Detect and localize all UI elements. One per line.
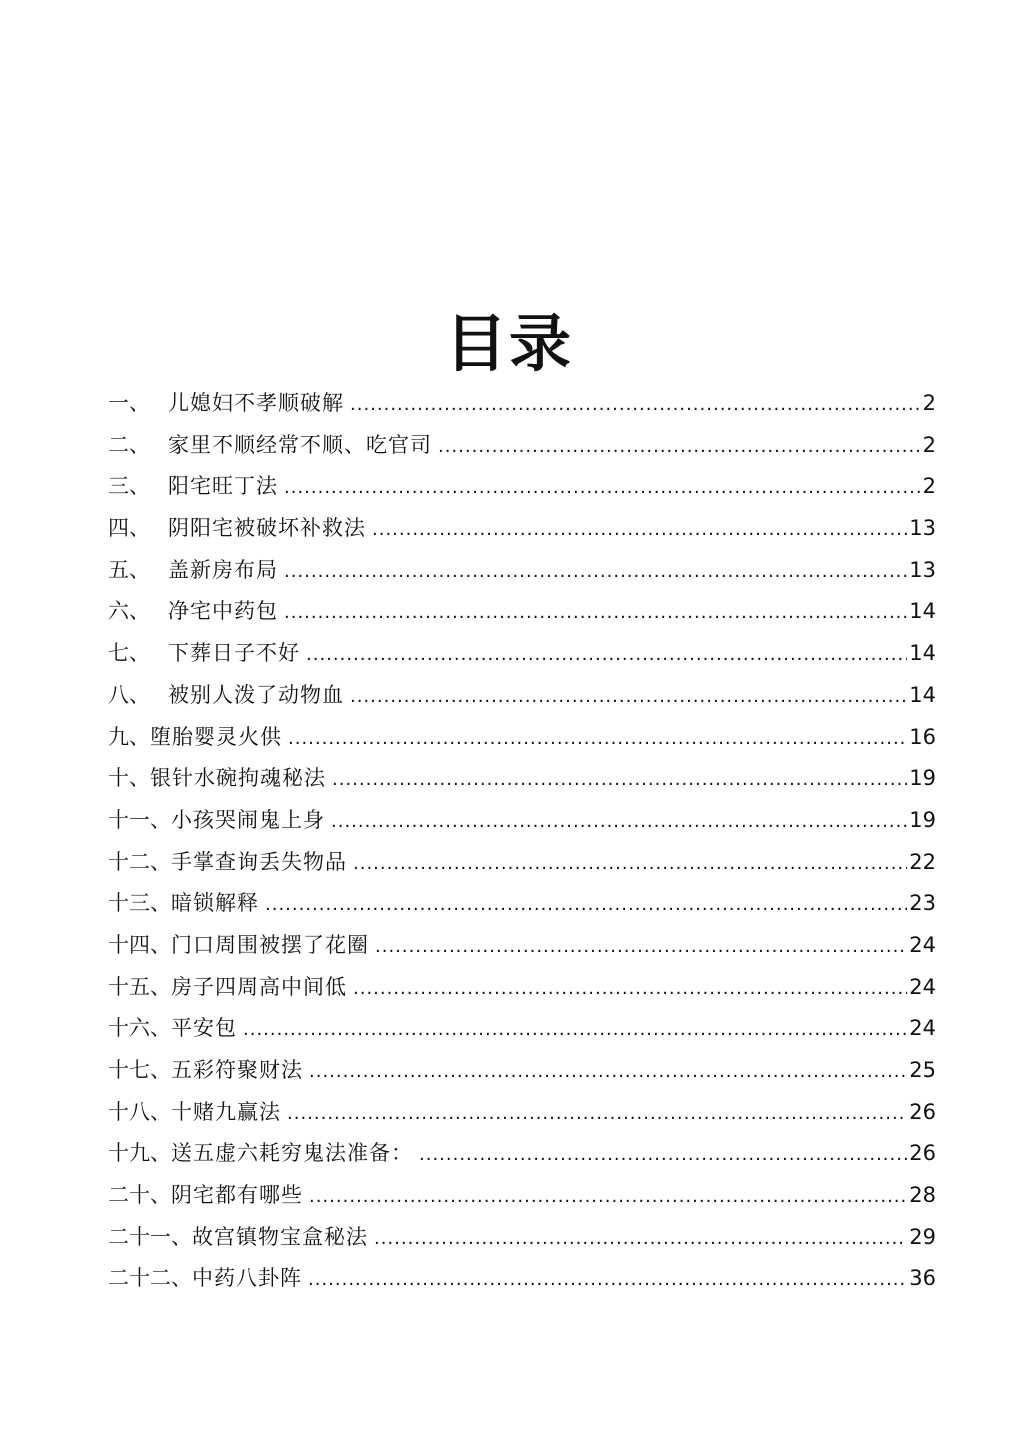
toc-entry-label: 暗锁解释	[171, 891, 259, 916]
toc-entry-page: 14	[909, 641, 936, 666]
toc-entry-label: 中药八卦阵	[192, 1266, 302, 1291]
toc-entry-number: 三、	[108, 474, 150, 499]
table-of-contents	[108, 383, 936, 1300]
toc-entry-number: 二十二、	[108, 1266, 192, 1291]
toc-entry-label: 下葬日子不好	[168, 641, 300, 666]
toc-entry-number: 十二、	[108, 849, 171, 874]
toc-entry-number: 四、	[108, 516, 150, 541]
toc-dot-leader	[374, 1218, 907, 1260]
toc-dot-leader	[309, 1051, 907, 1093]
toc-dot-leader	[438, 426, 921, 468]
toc-entry-label: 净宅中药包	[168, 599, 278, 624]
toc-dot-leader	[284, 551, 907, 593]
toc-entry[interactable]	[108, 1258, 936, 1300]
toc-dot-leader	[284, 592, 907, 634]
toc-entry-page: 25	[909, 1058, 936, 1082]
toc-entry-label: 十赌九赢法	[171, 1099, 281, 1124]
toc-entry-number: 十四、	[108, 932, 171, 957]
toc-entry-label: 阳宅旺丁法	[168, 474, 278, 499]
toc-entry-page: 23	[909, 891, 936, 916]
toc-entry-number: 九、	[108, 724, 150, 749]
toc-dot-leader	[309, 1176, 907, 1218]
toc-entry-page: 14	[909, 682, 936, 707]
toc-entry-page: 24	[909, 974, 936, 999]
toc-entry-number: 二十一、	[108, 1224, 192, 1249]
toc-dot-leader	[308, 1259, 907, 1301]
toc-entry-label: 堕胎婴灵火供	[150, 724, 282, 749]
toc-entry-page: 2	[922, 391, 936, 415]
toc-entry-page: 2	[922, 432, 936, 457]
toc-entry-number: 十、	[108, 766, 150, 791]
toc-entry-label: 银针水碗拘魂秘法	[150, 766, 326, 791]
toc-entry[interactable]	[108, 925, 936, 967]
toc-entry-page: 28	[909, 1183, 936, 1208]
toc-entry-number: 六、	[108, 599, 150, 624]
toc-entry-number: 十六、	[108, 1016, 171, 1041]
toc-dot-leader	[243, 1009, 907, 1051]
toc-dot-leader	[375, 926, 907, 968]
toc-entry-page: 14	[909, 599, 936, 624]
toc-dot-leader	[353, 968, 907, 1010]
toc-entry-label: 阴宅都有哪些	[171, 1183, 303, 1208]
toc-entry-label: 盖新房布局	[168, 557, 278, 582]
toc-entry[interactable]	[108, 717, 936, 759]
toc-entry[interactable]	[108, 633, 936, 675]
toc-entry[interactable]	[108, 1175, 936, 1217]
toc-entry-page: 22	[909, 849, 936, 874]
toc-entry[interactable]	[108, 758, 936, 800]
toc-dot-leader	[350, 676, 907, 718]
toc-entry[interactable]	[108, 1092, 936, 1134]
toc-entry[interactable]	[108, 591, 936, 633]
toc-entry-number: 十九、	[108, 1141, 171, 1166]
toc-entry-page: 26	[909, 1141, 936, 1166]
toc-entry-label: 家里不顺经常不顺、吃官司	[168, 432, 432, 457]
toc-dot-leader	[331, 801, 907, 843]
toc-entry-number: 十一、	[108, 807, 171, 832]
toc-entry-page: 26	[909, 1099, 936, 1124]
toc-dot-leader	[284, 467, 921, 509]
toc-entry[interactable]	[108, 383, 936, 425]
toc-dot-leader	[350, 384, 921, 426]
toc-entry[interactable]	[108, 1050, 936, 1092]
toc-entry-number: 十八、	[108, 1099, 171, 1124]
toc-entry[interactable]	[108, 1217, 936, 1259]
toc-entry-page: 13	[909, 557, 936, 582]
toc-dot-leader	[265, 884, 907, 926]
toc-entry-label: 送五虚六耗穷鬼法准备：	[171, 1141, 413, 1166]
toc-entry-number: 十五、	[108, 974, 171, 999]
toc-entry-label: 小孩哭闹鬼上身	[171, 807, 325, 832]
toc-entry-label: 阴阳宅被破坏补救法	[168, 516, 366, 541]
toc-dot-leader	[287, 1093, 907, 1135]
toc-entry-number: 五、	[108, 557, 150, 582]
toc-entry-page: 19	[909, 807, 936, 832]
toc-dot-leader	[332, 759, 907, 801]
toc-entry-page: 36	[909, 1266, 936, 1291]
toc-entry-page: 24	[909, 932, 936, 957]
toc-entry[interactable]	[108, 800, 936, 842]
toc-entry[interactable]	[108, 675, 936, 717]
toc-dot-leader	[353, 843, 907, 885]
toc-entry[interactable]	[108, 1133, 936, 1175]
toc-entry-number: 一、	[108, 391, 150, 415]
toc-entry-label: 房子四周高中间低	[171, 974, 347, 999]
toc-entry-number: 二十、	[108, 1183, 171, 1208]
toc-entry-label: 门口周围被摆了花圈	[171, 932, 369, 957]
toc-entry[interactable]	[108, 550, 936, 592]
toc-entry[interactable]	[108, 508, 936, 550]
toc-entry[interactable]	[108, 425, 936, 467]
toc-dot-leader	[372, 509, 907, 551]
toc-entry-page: 13	[909, 516, 936, 541]
toc-entry-number: 七、	[108, 641, 150, 666]
toc-entry-label: 手掌查询丢失物品	[171, 849, 347, 874]
toc-entry-number: 十七、	[108, 1058, 171, 1082]
toc-entry-page: 16	[909, 724, 936, 749]
toc-entry-label: 被别人泼了动物血	[168, 682, 344, 707]
toc-entry-number: 十三、	[108, 891, 171, 916]
toc-entry-label: 儿媳妇不孝顺破解	[168, 391, 344, 415]
page-title: 目录	[444, 307, 573, 380]
toc-entry[interactable]	[108, 1008, 936, 1050]
toc-dot-leader	[288, 718, 907, 760]
toc-entry[interactable]	[108, 883, 936, 925]
toc-entry-label: 故宫镇物宝盒秘法	[192, 1224, 368, 1249]
toc-entry[interactable]	[108, 466, 936, 508]
toc-entry-page: 2	[922, 474, 936, 499]
toc-dot-leader	[419, 1134, 907, 1176]
toc-entry[interactable]	[108, 967, 936, 1009]
toc-entry-number: 八、	[108, 682, 150, 707]
toc-entry-number: 二、	[108, 432, 150, 457]
toc-dot-leader	[306, 634, 907, 676]
toc-entry-page: 24	[909, 1016, 936, 1041]
toc-entry[interactable]	[108, 842, 936, 884]
toc-entry-label: 平安包	[171, 1016, 237, 1041]
toc-entry-label: 五彩符聚财法	[171, 1058, 303, 1082]
toc-entry-page: 19	[909, 766, 936, 791]
toc-entry-page: 29	[909, 1224, 936, 1249]
